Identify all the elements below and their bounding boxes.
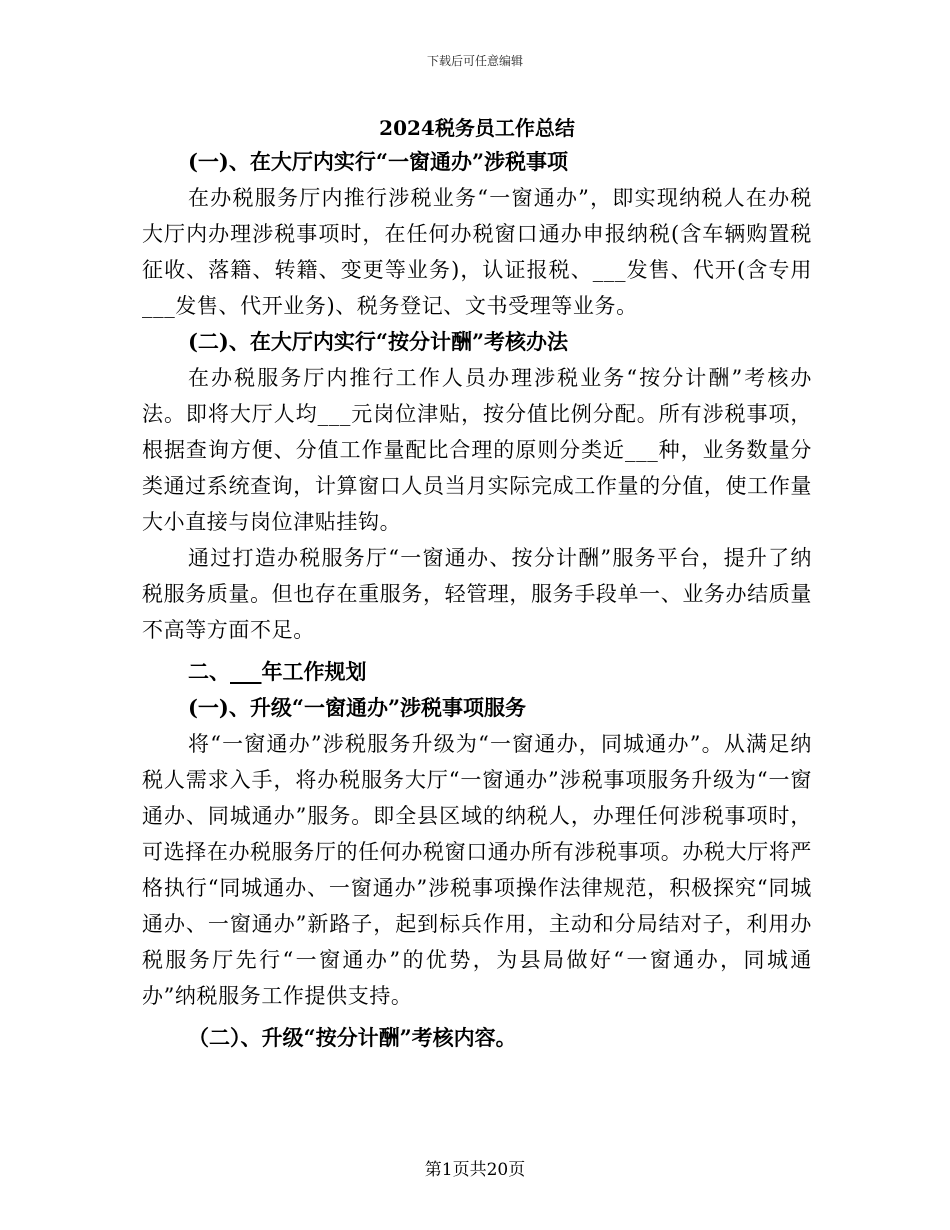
page-footer: 第1页共20页 [424,1160,526,1180]
paragraph-2: 在办税服务厅内推行工作人员办理涉税业务“按分计酬”考核办法。即将大厅人均___元岗位津贴，按分值比例分配。所有涉税事项，根据查询方便、分值工作量配比合理的原则分类近___种，业务数量分类通过系统查询，计算窗口人员当月实际完成工作量的分值，使工作量大小直接与岗位津贴挂钩。 [142,366,812,534]
section-heading-3: 二、___年工作规划 [188,659,367,684]
section-heading-4: (一)、升级“一窗通办”涉税事项服务 [188,695,527,720]
document-title: 2024税务员工作总结 [379,116,575,140]
section-heading-2: (二)、在大厅内实行“按分计酬”考核办法 [188,329,569,354]
header-note: 下载后可任意编辑 [426,54,523,68]
paragraph-1: 在办税服务厅内推行涉税业务“一窗通办”，即实现纳税人在办税大厅内办理涉税事项时，在任何办税窗口通办申报纳税(含车辆购置税征收、落籍、转籍、变更等业务)，认证报税、___发售、代开(含专用___发售、代开业务)、税务登记、文书受理等业务。 [142,186,812,318]
document-body [142,112,812,1056]
paragraph-3: 通过打造办税服务厅“一窗通办、按分计酬”服务平台，提升了纳税服务质量。但也存在重服务，轻管理，服务手段单一、业务办结质量不高等方面不足。 [142,546,812,642]
section-heading-5: （二）、升级“按分计酬”考核内容。 [188,1025,517,1050]
section-heading-1: (一)、在大厅内实行“一窗通办”涉税事项 [188,149,569,174]
paragraph-4: 将“一窗通办”涉税服务升级为“一窗通办，同城通办”。从满足纳税人需求入手，将办税服务大厅“一窗通办”涉税事项服务升级为“一窗通办、同城通办”服务。即全县区域的纳税人，办理任何涉税事项时，可选择在办税服务厅的任何办税窗口通办所有涉税事项。办税大厅将严格执行“同城通办、一窗通办”涉税事项操作法律规范，积极探究“同城通办、一窗通办”新路子，起到标兵作用，主动和分局结对子，利用办税服务厅先行“一窗通办”的优势，为县局做好“一窗通办，同城通办”纳税服务工作提供支持。 [142,732,812,1008]
